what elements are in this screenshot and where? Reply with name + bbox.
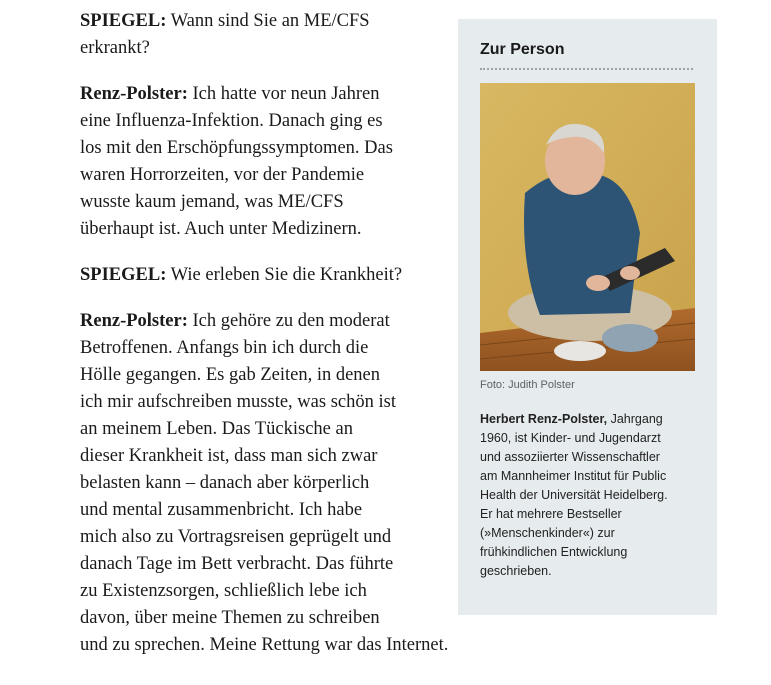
portrait-photo[interactable] xyxy=(480,83,695,371)
interview-answer xyxy=(80,81,460,243)
interview-question xyxy=(80,8,460,62)
bio-name: Herbert Renz-Polster, xyxy=(480,412,608,426)
infobox-title: Zur Person xyxy=(480,41,565,58)
paragraph-text: Wie erleben Sie die Krankheit? xyxy=(170,265,403,285)
person-infobox xyxy=(458,19,717,615)
bio-text: Jahrgang 1960, ist Kinder- und Jugendarzt und assoziierter Wissenschaftler am Mannheimer Institut für Public Health der Universität Heidelberg. Er hat mehrere Bestseller (»Menschenkinder«) zur frühkindlichen Entwicklung geschrieben. xyxy=(480,412,668,578)
paragraph-text: Wann sind Sie an ME/CFS erkrankt? xyxy=(80,11,370,58)
interview-question xyxy=(80,262,460,289)
speaker-label: Renz-Polster: xyxy=(80,84,188,104)
dotted-divider xyxy=(480,68,693,70)
photo-credit: Foto: Judith Polster xyxy=(480,379,575,391)
interview-answer xyxy=(80,308,460,659)
paragraph-text: Ich hatte vor neun Jahren eine Influenza-Infektion. Danach ging es los mit den Erschöpfungssymptomen. Das waren Horrorzeiten, vor der Pandemie wusste kaum jemand, was ME/CFS überhaupt ist. Auch unter Medizinern. xyxy=(80,84,393,239)
speaker-label: SPIEGEL: xyxy=(80,265,167,285)
paragraph-text: Ich gehöre zu den moderat Betroffenen. Anfangs bin ich durch die Hölle gegangen. Es gab Zeiten, in denen ich mir aufschreiben musste, was schön ist an meinem Leben. Das Tückische an dieser Krankheit ist, dass man sich zwar belasten kann – danach aber körperlich und mental zusammenbricht. Ich habe mich also zu Vortragsreisen geprügelt und danach Tage im Bett verbracht. Das führte zu Existenzsorgen, schließlich lebe ich davon, über meine Themen zu schreiben und zu sprechen. Meine Rettung war das Internet. xyxy=(80,311,449,655)
person-bio xyxy=(480,410,695,581)
interview-article xyxy=(80,8,460,678)
speaker-label: SPIEGEL: xyxy=(80,11,167,31)
speaker-label: Renz-Polster: xyxy=(80,311,188,331)
